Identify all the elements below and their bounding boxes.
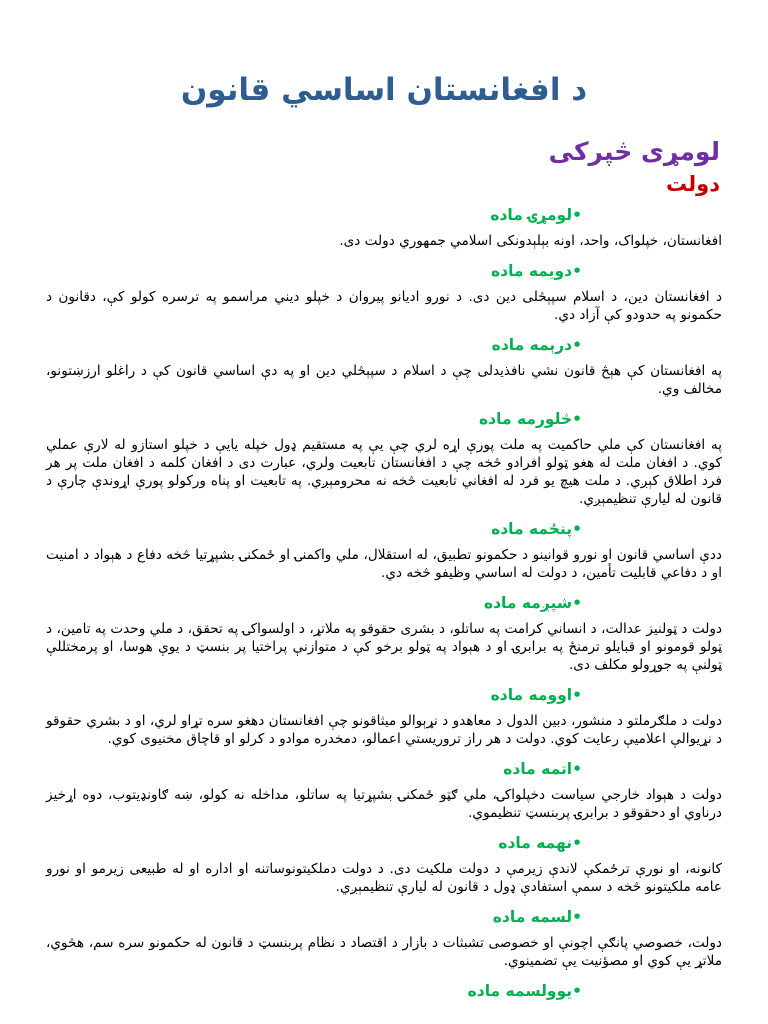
article-heading: •درېمه ماده [491,336,582,354]
chapter-title: لومړی څپرکی [548,137,720,166]
article-9 [46,832,722,896]
article-text: د افغانستان دين، د اسلام سپېڅلی دين دی. د نورو اديانو پيروان د خپلو ديني مراسمو په ترسره کولو کې، دقانون د حکمونو په حدودو کې آزاد دي. [46,289,722,323]
article-text: ددې اساسي قانون او نورو قوانينو د حکمونو تطبيق، له استقلال، ملي واکمنۍ او ځمکنۍ بشپړتيا څخه دفاع د هېواد د امنيت او د دفاعي قابليت تأمين، د دولت له اساسي وظيفو څخه دي. [46,547,722,581]
section-title: دولت [666,172,720,196]
article-7 [46,684,722,748]
article-heading: •پنځمه ماده [491,520,582,538]
article-6 [46,592,722,674]
article-10 [46,906,722,970]
article-text: کانونه، او نورې ترځمکې لاندې زيرمې د دولت ملکيت دی. د دولت دملکيتونوساتنه او اداره او له طبيعی زيرمو او نورو عامه ملکيتونو څخه د سمې استفادې ډول د قانون له لیارې تنظيمېږي. [46,861,722,895]
article-4 [46,408,722,508]
article-1 [46,204,722,250]
article-2 [46,260,722,324]
document-title: د افغانستان اساسي قانون [180,72,588,108]
article-text: افغانستان، خپلواک، واحد، اونه بېلېدونکی اسلامي جمهوري دولت دی. [339,233,722,249]
article-text: دولت د ټولنيز عدالت، د انساني کرامت په ساتلو، د بشری حقوقو په ملاتړ، د اولسواکۍ په تحقق، د ملي وحدت په تامين، د ټولو قومونو او قبايلو ترمنځ په برابرۍ او د هېواد په ټولو برخو کې د متوازنې پراختيا پر بنسټ د يوې هوسا، او پرمختللې ټولنې په جوړولو مکلف دی. [46,621,722,673]
article-text: دولت د ملګرملتو د منشور، دبين الدول د معاهدو د نړېوالو ميثاقونو چې افغانستان دهغو سره تړاو لري، او د بشري حقوقو د نړيوالې اعلاميې رعايت کوي. دولت د هر راز تروريستي اعمالو، دمخدره موادو د کرلو او قاچاق مخنيوی کوي. [46,713,722,747]
article-heading: •اتمه ماده [503,760,582,778]
article-text: دولت، خصوصي پانګې اچونې او خصوصی تشبثات د بازار د اقتصاد د نظام پربنسټ د قانون له حکمونو سره سم، هڅوي، ملاتړ يې کوي او مصؤنيت يې تضمينوي. [46,935,722,969]
article-11 [46,980,722,1002]
article-heading: •لسمه ماده [492,908,582,926]
article-5 [46,518,722,582]
article-text: په افغانستان کې هېڅ قانون نشي نافذيدلی چې د اسلام د سپېڅلي دين او په دې اساسي قانون کې د راغلو ارزښتونو، مخالف وي. [46,363,722,397]
article-heading: •څلورمه ماده [479,410,582,428]
article-8 [46,758,722,822]
article-text: په افغانستان کې ملي حاکميت په ملت پورې اړه لري چې يې په مستقيم ډول خپله يايې د خپلو استازو له لارې عملي کوي. د افغان ملت له هغو ټولو افرادو څخه چې د افغانستان تابعيت ولري، عبارت دی د افغان کلمه د افغان ملت پر هر فرد اطلاق کېږي. د ملت هيچ يو فرد له افغاني تابعيت څخه نه محرومېږي. په تابعيت او پناه ورکولو پورې اړوندې چارې د قانون له لیارې تنظيمېږي. [46,437,722,507]
article-3 [46,334,722,398]
article-text: دولت د هېواد خارجي سياست دخپلواکۍ، ملي ګټو ځمکنۍ بشپړتيا په ساتلو، مداخله نه کولو، ښه ګاونډيتوب، دوه اړخيز درناوي او دحقوقو د برابرۍ پربنسټ تنظيموي. [46,787,722,821]
article-heading: •دويمه ماده [490,262,582,280]
article-heading: •لومړۍ ماده [490,206,582,224]
article-heading: •يوولسمه ماده [467,982,582,1000]
article-heading: •اوومه ماده [490,686,582,704]
article-heading: •نهمه ماده [498,834,582,852]
article-heading: •شپږمه ماده [483,594,582,612]
